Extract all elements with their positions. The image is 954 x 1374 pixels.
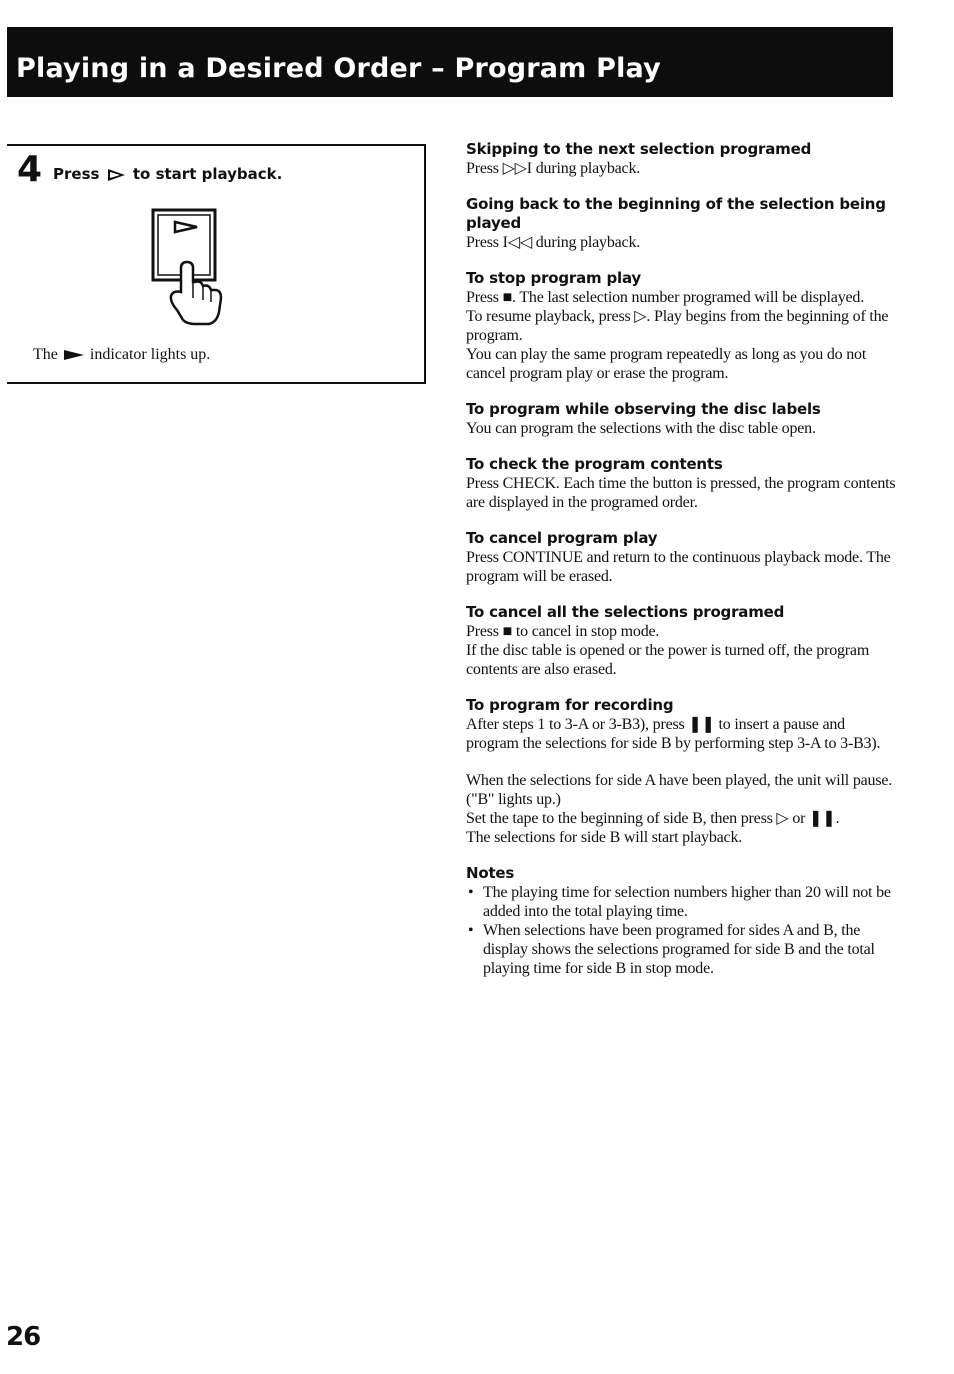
section-text: After steps 1 to 3-A or 3-B3), press ❚❚ to insert a pause and program the selections for side B by performing step 3-A to 3-B3). — [466, 716, 881, 752]
section-program-recording — [466, 696, 896, 847]
section-heading: Going back to the beginning of the selection being played — [466, 195, 886, 232]
section-text: To resume playback, press ▷. Play begins from the beginning of the program. — [466, 308, 889, 344]
note-item: • When selections have been programed for sides A and B, the display shows the selections programed for side B and the total playing time for side B in stop mode. — [466, 921, 896, 978]
step-number: 4 — [17, 149, 43, 190]
section-go-back — [466, 195, 896, 252]
section-text: Press ■ to cancel in stop mode. — [466, 623, 660, 640]
section-text: Press ▷▷I during playback. — [466, 160, 641, 177]
section-text: Press CONTINUE and return to the continuous playback mode. The program will be erased. — [466, 549, 891, 585]
section-heading: To stop program play — [466, 269, 641, 287]
step-instruction — [53, 165, 282, 183]
section-heading: To program while observing the disc labels — [466, 400, 821, 418]
section-heading: To cancel all the selections programed — [466, 603, 785, 621]
indicator-text — [33, 346, 210, 364]
section-text: Press CHECK. Each time the button is pressed, the program contents are displayed in the programed order. — [466, 475, 896, 511]
title-bar — [7, 27, 893, 97]
page-number: 26 — [6, 1322, 41, 1352]
section-text: When the selections for side A have been played, the unit will pause. ("B" lights up.) — [466, 772, 893, 808]
page-title: Playing in a Desired Order – Program Play — [16, 53, 661, 84]
section-skip-next — [466, 140, 896, 178]
section-heading: To check the program contents — [466, 455, 723, 473]
indicator-before: The — [33, 346, 58, 363]
instructions-column — [466, 140, 896, 995]
section-notes — [466, 864, 896, 978]
section-heading: Skipping to the next selection programed — [466, 140, 812, 158]
section-disc-labels — [466, 400, 896, 438]
section-text: The selections for side B will start playback. — [466, 829, 743, 846]
notes-heading: Notes — [466, 864, 515, 882]
notes-list — [466, 883, 896, 978]
section-cancel-program — [466, 529, 896, 586]
play-indicator-icon — [64, 350, 84, 360]
section-text: Press I◁◁ during playback. — [466, 234, 641, 251]
section-stop-program — [466, 269, 896, 383]
section-text: You can program the selections with the disc table open. — [466, 420, 816, 437]
step-instruction-before: Press — [53, 165, 100, 183]
section-cancel-all — [466, 603, 896, 679]
section-heading: To cancel program play — [466, 529, 658, 547]
section-check-contents — [466, 455, 896, 512]
section-text: You can play the same program repeatedly as long as you do not cancel program play or erase the program. — [466, 346, 867, 382]
section-text: Press ■. The last selection number programed will be displayed. — [466, 289, 865, 306]
step-instruction-after: to start playback. — [132, 165, 283, 183]
section-heading: To program for recording — [466, 696, 674, 714]
section-text: If the disc table is opened or the power is turned off, the program contents are also erased. — [466, 642, 870, 678]
section-text: Set the tape to the beginning of side B, then press ▷ or ❚❚. — [466, 810, 840, 827]
play-button-press-illustration — [147, 206, 227, 332]
play-icon — [108, 169, 125, 181]
step-4-box — [7, 144, 426, 384]
indicator-after: indicator lights up. — [89, 346, 211, 363]
note-item: • The playing time for selection numbers higher than 20 will not be added into the total playing time. — [466, 883, 896, 921]
